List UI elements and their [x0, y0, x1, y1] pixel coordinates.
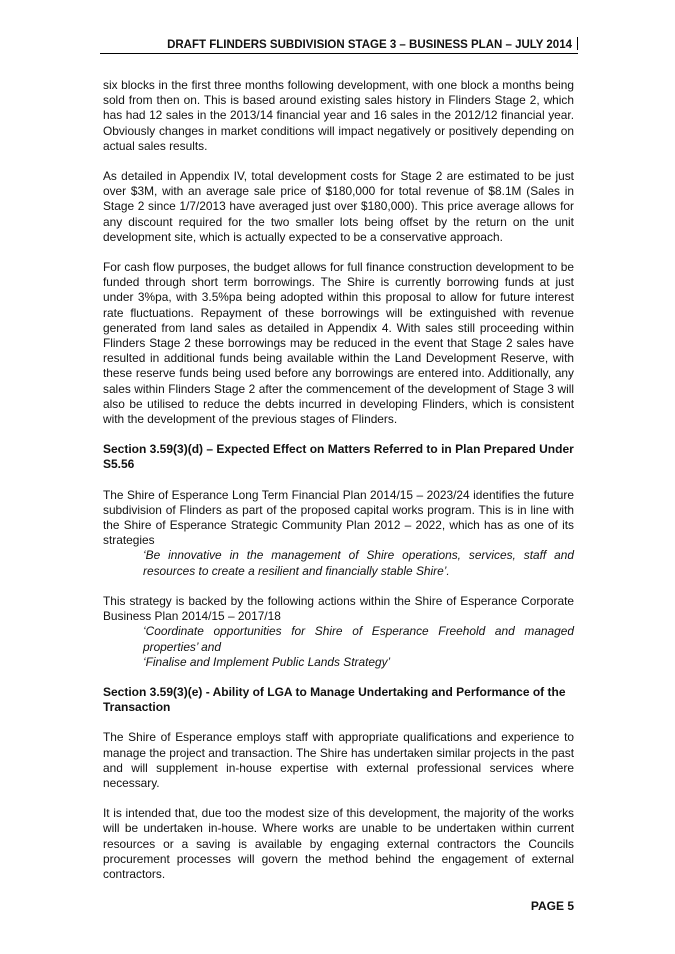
paragraph-cash-flow: For cash flow purposes, the budget allows for full finance construction development to be funded through short term borrowings. The Shire is currently borrowing funds at just under 3%pa, with 3.5%pa being adopted within this proposal to allow for future interest rate fluctuations. Repayment of these borrowings will be extinguished with revenue generated from land sales as detailed in Appendix 4. With sales still proceeding within Flinders Stage 2 these borrowings may be reduced in the event that Stage 2 sales have resulted in additional funds being available within the Land Development Reserve, with these reserve funds being used before any borrowings are entered into. Additionally, any sales within Flinders Stage 2 after the commencement of the development of Stage 3 will also be utilised to reduce the debts incurred in developing Flinders, which is consistent with the development of the previous stages of Flinders. — [103, 260, 574, 427]
section-e-paragraph-1: The Shire of Esperance employs staff with appropriate qualifications and experience to manage the project and transaction. The Shire has undertaken similar projects in the past and will supplement in-house expertise with external professional services where necessary. — [103, 730, 574, 790]
section-d-heading: Section 3.59(3)(d) – Expected Effect on Matters Referred to in Plan Prepared Under S5.56 — [103, 442, 574, 472]
page-number: PAGE 5 — [530, 899, 574, 913]
document-body — [103, 78, 574, 897]
section-e-heading: Section 3.59(3)(e) - Ability of LGA to Manage Undertaking and Performance of the Transaction — [103, 684, 566, 715]
paragraph-development-costs: As detailed in Appendix IV, total development costs for Stage 2 are estimated to be just over $3M, with an average sale price of $180,000 for total revenue of $8.1M (Sales in Stage 2 since 1/7/2013 have averaged just over $180,000). This price average allows for any discount required for the two smaller lots being offset by the return on the unit development site, which is actually expected to be a conservative approach. — [103, 169, 574, 244]
section-d-quote-coordinate: ‘Coordinate opportunities for Shire of Esperance Freehold and managed properties’ and — [143, 624, 574, 654]
page-header — [100, 37, 578, 54]
header-divider — [577, 37, 578, 50]
section-d-paragraph-1: The Shire of Esperance Long Term Financial Plan 2014/15 – 2023/24 identifies the future subdivision of Flinders as part of the proposed capital works program. This is in line with the Shire of Esperance Strategic Community Plan 2012 – 2022, which has as one of its strategies — [103, 487, 574, 548]
section-d-paragraph-2: This strategy is backed by the following actions within the Shire of Esperance Corporate Business Plan 2014/15 – 2017/18 — [103, 593, 574, 624]
section-d-quote-finalise: ‘Finalise and Implement Public Lands Strategy’ — [143, 654, 391, 669]
section-d-quote-strategy: ‘Be innovative in the management of Shire operations, services, staff and resources to create a resilient and financially stable Shire’. — [143, 548, 574, 578]
section-e-paragraph-2: It is intended that, due too the modest size of this development, the majority of the works will be undertaken in-house. Where works are unable to be undertaken within current resources or a saving is available by engaging external contractors the Councils procurement processes will govern the method behind the engagement of external contractors. — [103, 806, 574, 881]
paragraph-sales-history: six blocks in the first three months following development, with one block a months being sold from then on. This is based around existing sales history in Flinders Stage 2, which has had 12 sales in the 2013/14 financial year and 16 sales in the 2012/12 financial year. Obviously changes in market conditions will impact negatively or positively depending on actual sales results. — [103, 78, 574, 153]
header-title: DRAFT FLINDERS SUBDIVISION STAGE 3 – BUSINESS PLAN – JULY 2014 — [167, 39, 572, 51]
